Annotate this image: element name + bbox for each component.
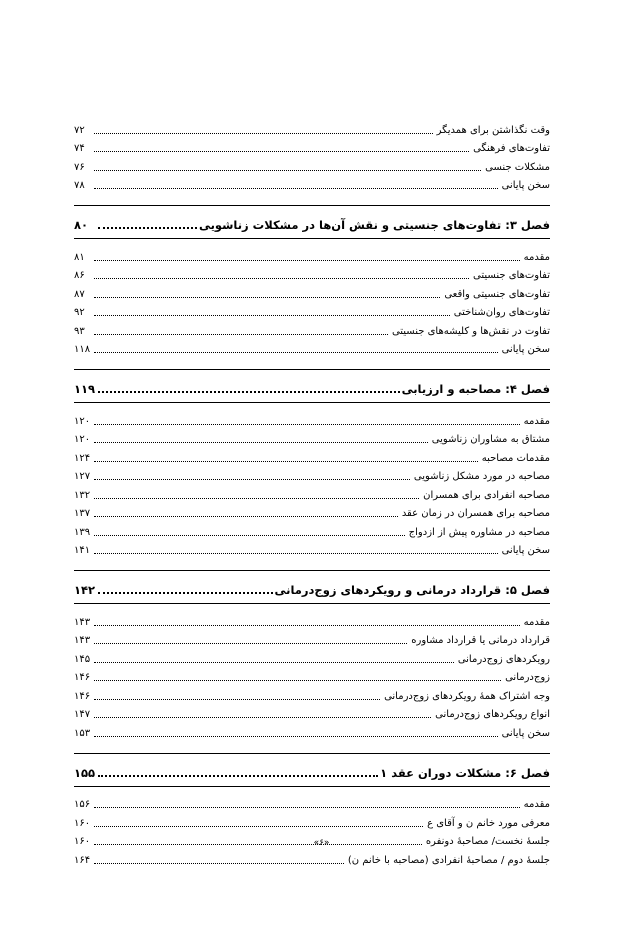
toc-entry[interactable] — [74, 282, 550, 301]
toc-entry[interactable] — [74, 245, 550, 264]
entry-page-number: ۱۴۳ — [74, 616, 91, 628]
dot-leader — [94, 132, 433, 134]
entry-title: مقدمه — [523, 251, 550, 263]
entry-title: سخن پایانی — [501, 545, 550, 556]
entry-title: تفاوت‌های جنسیتی واقعی — [444, 288, 550, 300]
entry-title: جلسهٔ دوم / مصاحبهٔ انفرادی (مصاحبه با خانم ن) — [347, 854, 550, 866]
dot-leader — [94, 314, 450, 316]
toc-entry[interactable] — [74, 610, 550, 629]
entry-title: مقدمه — [523, 799, 550, 810]
entry-page-number: ۸۷ — [74, 288, 85, 300]
entry-title: قرارداد درمانی یا قرارداد مشاوره — [411, 635, 550, 646]
entry-title: مصاحبه در مشاوره پیش از ازدواج — [408, 526, 550, 538]
entry-page-number: ۱۴۶ — [74, 672, 91, 683]
dot-leader — [94, 296, 440, 298]
toc-entry[interactable] — [74, 155, 550, 174]
entry-page-number: ۱۴۵ — [74, 653, 91, 665]
section-gap — [74, 356, 550, 364]
chapter-title: فصل ۶: مشکلات دوران عقد ۱ — [380, 765, 550, 780]
entry-page-number: ۱۴۳ — [74, 635, 91, 646]
dot-leader — [94, 259, 520, 261]
entry-title: انواع رویکردهای زوج‌درمانی — [435, 709, 550, 720]
entry-title: مقدمه — [523, 616, 550, 628]
dot-leader — [98, 226, 197, 229]
entry-title: تفاوت‌های جنسیتی — [473, 270, 550, 281]
toc-entry[interactable] — [74, 301, 550, 320]
toc-entry[interactable] — [74, 848, 550, 867]
dot-leader — [94, 423, 520, 425]
dot-leader — [94, 642, 407, 644]
entry-page-number: ۱۶۰ — [74, 836, 91, 847]
chapter-title: فصل ۳: تفاوت‌های جنسیتی و نقش آن‌ها در مشکلات زناشویی — [198, 218, 550, 232]
chapter-title: فصل ۵: قرارداد درمانی و رویکردهای زوج‌درمانی — [274, 583, 550, 597]
entry-title: تفاوت در نقش‌ها و کلیشه‌های جنسیتی — [391, 325, 550, 337]
dot-leader — [98, 774, 378, 777]
dot-leader — [94, 825, 423, 827]
entry-page-number: ۱۶۴ — [74, 854, 91, 866]
chapter-heading[interactable] — [74, 577, 550, 597]
entry-title: سخن پایانی — [501, 344, 550, 355]
chapter-bottom-rule — [74, 238, 550, 239]
toc-entry[interactable] — [74, 137, 550, 156]
dot-leader — [94, 515, 398, 517]
entry-title: مقدمه — [523, 415, 550, 427]
table-of-contents — [74, 118, 550, 875]
entry-page-number: ۱۲۰ — [74, 415, 91, 427]
dot-leader — [94, 716, 431, 718]
dot-leader — [94, 441, 428, 443]
entry-title: مصاحبه در مورد مشکل زناشویی — [413, 471, 550, 482]
entry-title: جلسهٔ نخست/ مصاحبهٔ دونفره — [425, 836, 550, 847]
chapter-bottom-rule — [74, 402, 550, 403]
entry-title: تفاوت‌های فرهنگی — [473, 143, 550, 154]
dot-leader — [94, 277, 469, 279]
chapter-top-rule — [74, 570, 550, 571]
chapter-heading[interactable] — [74, 760, 550, 780]
toc-entry[interactable] — [74, 409, 550, 428]
section-gap — [74, 192, 550, 200]
chapter-bottom-rule — [74, 603, 550, 604]
entry-page-number: ۷۸ — [74, 180, 85, 191]
toc-entry[interactable] — [74, 629, 550, 648]
toc-entry[interactable] — [74, 264, 550, 283]
entry-page-number: ۱۳۷ — [74, 508, 91, 519]
entry-title: وجه اشتراک همهٔ رویکردهای زوج‌درمانی — [384, 690, 550, 702]
toc-entry[interactable] — [74, 483, 550, 502]
toc-entry[interactable] — [74, 319, 550, 338]
dot-leader — [94, 150, 469, 152]
toc-entry[interactable] — [74, 520, 550, 539]
entry-title: مصاحبه برای همسران در زمان عقد — [401, 508, 550, 519]
entry-page-number: ۱۲۰ — [74, 434, 91, 445]
entry-page-number: ۱۴۱ — [74, 545, 91, 556]
entry-page-number: ۷۶ — [74, 161, 85, 173]
dot-leader — [94, 679, 501, 681]
dot-leader — [94, 497, 419, 499]
toc-entry[interactable] — [74, 721, 550, 740]
chapter-page-number: ۸۰ — [74, 218, 89, 232]
chapter-page-number: ۱۵۵ — [74, 765, 96, 780]
toc-entry[interactable] — [74, 174, 550, 193]
chapter-page-number: ۱۱۹ — [74, 382, 96, 396]
chapter-top-rule — [74, 753, 550, 754]
entry-page-number: ۹۳ — [74, 325, 85, 337]
toc-entry[interactable] — [74, 118, 550, 137]
toc-entry[interactable] — [74, 684, 550, 703]
entry-title: مقدمات مصاحبه — [481, 452, 550, 464]
entry-page-number: ۱۳۹ — [74, 526, 91, 538]
toc-entry[interactable] — [74, 465, 550, 484]
section-gap — [74, 867, 550, 875]
dot-leader — [94, 169, 481, 171]
entry-page-number: ۱۱۸ — [74, 344, 91, 355]
toc-entry[interactable] — [74, 539, 550, 558]
dot-leader — [98, 390, 400, 393]
entry-title: سخن پایانی — [501, 727, 550, 739]
toc-entry[interactable] — [74, 703, 550, 722]
entry-page-number: ۱۵۶ — [74, 799, 91, 810]
entry-title: تفاوت‌های روان‌شناختی — [453, 307, 550, 318]
section-gap — [74, 557, 550, 565]
chapter-top-rule — [74, 369, 550, 370]
chapter-bottom-rule — [74, 786, 550, 787]
entry-page-number: ۱۳۲ — [74, 489, 91, 501]
chapter-page-number: ۱۴۲ — [74, 583, 96, 597]
dot-leader — [94, 661, 454, 663]
entry-page-number: ۸۱ — [74, 251, 85, 263]
entry-page-number: ۱۶۰ — [74, 817, 91, 829]
chapter-top-rule — [74, 205, 550, 206]
entry-page-number: ۱۲۷ — [74, 471, 91, 482]
dot-leader — [94, 460, 478, 462]
dot-leader — [94, 187, 498, 189]
dot-leader — [94, 735, 498, 737]
toc-entry[interactable] — [74, 666, 550, 685]
toc-entry[interactable] — [74, 811, 550, 830]
dot-leader — [94, 624, 520, 626]
entry-title: سخن پایانی — [501, 180, 550, 191]
chapter-heading[interactable] — [74, 376, 550, 396]
entry-title: مشتاق به مشاوران زناشویی — [431, 434, 550, 445]
entry-title: رویکردهای زوج‌درمانی — [457, 653, 550, 665]
page-footer-number: «۶» — [313, 838, 330, 848]
chapter-heading[interactable] — [74, 212, 550, 232]
dot-leader — [94, 806, 520, 808]
entry-title: معرفی مورد خانم ن و آقای ع — [427, 817, 550, 829]
entry-title: وقت نگذاشتن برای همدیگر — [436, 124, 550, 136]
chapter-title: فصل ۴: مصاحبه و ارزیابی — [401, 382, 550, 396]
entry-page-number: ۷۲ — [74, 124, 85, 136]
dot-leader — [94, 478, 410, 480]
dot-leader — [94, 698, 380, 700]
entry-page-number: ۷۴ — [74, 143, 85, 154]
entry-title: زوج‌درمانی — [505, 672, 550, 683]
entry-title: مصاحبه انفرادی برای همسران — [423, 489, 550, 501]
toc-entry[interactable] — [74, 338, 550, 357]
toc-entry[interactable] — [74, 502, 550, 521]
entry-title: مشکلات جنسی — [485, 161, 550, 173]
dot-leader — [94, 351, 498, 353]
dot-leader — [94, 552, 498, 554]
toc-entry[interactable] — [74, 647, 550, 666]
section-gap — [74, 740, 550, 748]
dot-leader — [94, 333, 388, 335]
entry-page-number: ۱۴۷ — [74, 709, 91, 720]
entry-page-number: ۱۵۳ — [74, 727, 91, 739]
toc-entry[interactable] — [74, 446, 550, 465]
entry-page-number: ۸۶ — [74, 270, 85, 281]
entry-page-number: ۹۲ — [74, 307, 85, 318]
entry-page-number: ۱۲۴ — [74, 452, 91, 464]
toc-entry[interactable] — [74, 428, 550, 447]
dot-leader — [94, 534, 405, 536]
entry-page-number: ۱۴۶ — [74, 690, 91, 702]
dot-leader — [94, 862, 344, 864]
dot-leader — [98, 591, 273, 594]
toc-entry[interactable] — [74, 793, 550, 812]
